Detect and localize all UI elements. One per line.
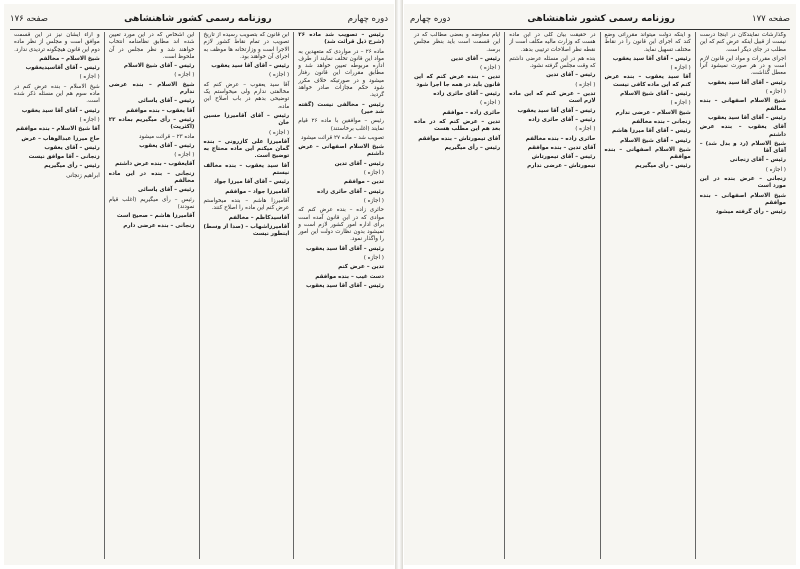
paragraph: رئیس – آقای حائری زاده [433, 91, 501, 98]
paragraph: زنجانی – بنده عرضی دارم [123, 222, 195, 229]
paragraph: رئیس – مخالفی نیست (گفته شد خیر) [298, 101, 384, 115]
paragraph: ( اجازه ) [174, 152, 195, 159]
paragraph: ( اجازه ) [765, 89, 786, 96]
paragraph: رئیس – رأی میگیریم [635, 163, 691, 170]
paragraph: آقای تدین – بنده موافقم [527, 144, 596, 151]
paragraph: رئیس – آقای آقا سید یعقوب [211, 63, 290, 70]
left-page-column [293, 32, 388, 559]
paragraph: شیخ الاسلام اصفهانی – بنده مخالفم [699, 98, 786, 112]
right-page-title: روزنامه رسمی کشور شاهنشاهی [527, 14, 675, 24]
paragraph: حائری زاده – بنده مخالفم [525, 135, 596, 142]
paragraph: شیخ الاسلام – بنده عرض کنم در ماده سوم هم این مسئله ذکر شده است. [14, 83, 100, 105]
paragraph: حاج میرزا عبدالوهاب – عرض [21, 135, 100, 142]
paragraph: رئیس – آقای آقامیرزا حسین خان [203, 112, 290, 127]
right-page-columns [410, 32, 790, 559]
paragraph: دست غیب – بنده موافقم [315, 273, 384, 280]
paragraph: بنده هم در این مسئله عرضی داشتم که وقت مجلس گرفته نشود. [509, 55, 596, 70]
left-page-columns [10, 32, 388, 559]
paragraph: رئیس – آقای تدین [450, 55, 501, 62]
paragraph: آقایعقوب – بنده عرض داشتم [115, 161, 195, 168]
paragraph: رئیس – آقای یعقوب [44, 144, 100, 151]
paragraph: آقا سید یعقوب – عرض کنم که مخالفتی ندارم ولی میخواستم یک توضیحی بدهم در باب اصلاح این ماده. [203, 81, 290, 110]
paragraph: ( اجازه ) [670, 100, 691, 107]
paragraph: رئیس – آقای یعقوب [139, 142, 195, 149]
paragraph: ( اجازه ) [479, 65, 501, 72]
right-page-header [410, 14, 790, 30]
paragraph: رئیس – رأی میگیریم [444, 144, 501, 151]
paragraph: رئیس – رأی گرفته میشود [715, 209, 786, 216]
paragraph: آقا سید یعقوب – بنده مخالف نیستم [203, 162, 290, 177]
paragraph: آقامیرزا علی کازرونی – بنده گمان میکنم این ماده محتاج به توضیح است. [203, 138, 290, 160]
paragraph: رئیس – آقای آقا سید یعقوب [21, 107, 100, 114]
paragraph: رئیس – آقای شیخ الاسلام [620, 91, 691, 98]
paragraph: شیخ الاسلام – مخالفم [39, 55, 100, 62]
paragraph: رئیس – آقای یاسائی [137, 187, 195, 194]
paragraph: رئیس – آقای یاسائی [137, 98, 195, 105]
right-page-number: صفحه ۱۷۷ [752, 14, 790, 24]
paragraph: شیخ الاسلام اصفهانی – بنده موافقم [604, 146, 691, 161]
paragraph: تدین – عرض کنم [338, 264, 384, 271]
paragraph: ( اجازه ) [363, 255, 384, 262]
paragraph: رئیس – آقای تدین [334, 160, 384, 167]
paragraph: شیخ الاسلام – عرضی ندارم [615, 109, 691, 116]
right-page-issue: دوره چهارم [410, 14, 451, 24]
paragraph: حائری زاده – موافقم [442, 109, 501, 116]
paragraph: آقامیرزا جواد – موافقم [225, 188, 290, 195]
paragraph: و اینکه دولت میتواند مقرراتی وضع کند که اجرای این قانون را در نقاط مختلف تسهیل نماید. [604, 32, 691, 53]
paragraph: رئیس – آقای شیخ الاسلام [620, 137, 691, 144]
paragraph: شیخ الاسلام اصفهانی – بنده موافقم [699, 192, 786, 206]
paragraph: اجرای مقررات و مواد این قانون لازم است و در هر صورت نمیشود آنرا معطل گذاشت. [699, 55, 786, 77]
paragraph: آقا سید یعقوب – بنده عرض کنم که این ماده کافی نیست [604, 74, 691, 88]
paragraph: رئیس – آقای آقاسیدیعقوب [25, 65, 100, 72]
paragraph: ماده ۲۶ – در مواردی که متعهدین به مواد این قانون تخلف نمایند از طرف اداره مربوطه تعیین خواهد شد و مطابق مقررات این قانون رفتار میشود و در صورتیکه خلاف مکرر شود حکم مجازات صادر خواهد گردید. [298, 48, 384, 99]
paragraph: ( اجازه ) [363, 197, 384, 204]
paragraph: زنجانی – آقا موافق نیست [28, 154, 100, 161]
paragraph: تدین – عرض کنم که این ماده لازم است [509, 91, 596, 105]
paragraph: ( اجازه ) [765, 166, 786, 173]
right-page-column [695, 32, 790, 559]
paragraph: آقای تیمورتاش – بنده موافقم [418, 135, 501, 142]
paragraph: ( اجازه ) [575, 126, 596, 133]
paragraph: حائری زاده – بنده عرض کنم که موادی که در این قانون آمده است برای اداره امور کشور لازم است و نمیشود بدون نظارت دولت این امور را واگذار نمود. [298, 207, 384, 243]
paragraph: ابن قانون که بتصویب رسیده از تاریخ تصویب در تمام نقاط کشور لازم الاجرا است و وزارتخانه ها موظف به اجرای آن خواهند بود. [203, 32, 290, 60]
left-page-issue: دوره چهارم [347, 14, 388, 24]
page-gutter [395, 0, 403, 569]
right-page [404, 4, 796, 565]
paragraph: ( اجازه ) [363, 170, 384, 177]
paragraph: رئیس – آقای تدین [546, 72, 596, 79]
paragraph: رئیس – آقای آقا میرزا جواد [214, 179, 290, 186]
paragraph: رئیس – آقای آقا میرزا هاشم [611, 128, 691, 135]
paragraph: آقای یعقوب – بنده عرض داشتم [699, 124, 786, 138]
paragraph: رئیس – آقای شیخ الاسلام [123, 63, 195, 70]
paragraph: رئیس – آقای آقا سید یعقوب [708, 79, 786, 86]
paragraph: رئیس – رأی میگیریم بماده ۲۲ (اکثریت) [108, 116, 195, 131]
paragraph: آقا شیخ الاسلام – بنده موافقم [15, 126, 100, 133]
left-page-column [104, 32, 199, 559]
paragraph: ( اجازه ) [575, 81, 596, 88]
paragraph: تدین – عرض کنم که در ماده بعد هم این مطلب هست [414, 118, 501, 133]
paragraph: آقاسیدکاظم – مخالفم [228, 214, 290, 221]
paragraph: رئیس – رأی میگیریم [44, 163, 100, 170]
paragraph: وگذارشات نمایندگان در اینجا درست نیست از قبیل اینکه عرض کنم که این مطلب در جای دیگر است. [699, 32, 786, 53]
paragraph: ایام معاوضه و بعضی مطالب که در این قسمت است باید بنظر مجلس برسد. [414, 32, 501, 53]
paragraph: رئیس – آقای آقا سید یعقوب [612, 55, 691, 62]
paragraph: زنجانی – بنده مخالفم [631, 118, 691, 125]
paragraph: آقامیرزا هاشم – بنده میخواستم عرض کنم این ماده را اصلاح کنند. [203, 197, 290, 212]
paragraph: ( اجازه ) [79, 116, 100, 123]
paragraph: رئیس – آقای تیمورتاش [531, 154, 596, 161]
paragraph: رئیس – تصویب شد ماده ۲۶ (شرح ذیل قرائت شد) [298, 32, 384, 46]
paragraph: آقامیرزاشهاب – (صدا از وسط) اینطور نیست [203, 223, 290, 238]
paragraph: ( اجازه ) [268, 129, 290, 136]
right-page-column [600, 32, 695, 559]
paragraph: تدین – موافقم [343, 179, 384, 186]
paragraph: تدین – بنده عرض کنم که این قانون باید در همه جا اجرا شود [414, 74, 501, 88]
paragraph: ( اجازه ) [79, 74, 100, 81]
paragraph: تیمورتاش – عرضی ندارم [527, 163, 596, 170]
paragraph: رئیس – آقای زنجانی [729, 157, 786, 164]
paragraph: رئیس – موافقین با ماده ۲۶ قیام نمایند (اغلب برخاستند) [298, 118, 385, 132]
paragraph: این اشخاص که در این مورد تعیین شده اند مطابق نظامنامه انتخاب خواهند شد و نظر مجلس در آن ملحوظ است. [108, 32, 195, 60]
paragraph: زنجانی – بنده در این ماده مخالفم [108, 170, 195, 185]
paragraph: ابراهیم زنجانی [66, 172, 100, 179]
paragraph: شیخ الاسلام (رد و بدل شد) – آقای آقا [699, 140, 786, 155]
paragraph: رئیس – آقای حائری زاده [528, 116, 596, 123]
paragraph: رئیس – آقای آقا سید یعقوب [306, 245, 384, 252]
paragraph: آقا یعقوب – بنده موافقم [125, 107, 195, 114]
paragraph: رئیس – رأی میگیریم (اغلب قیام نمودند) [108, 196, 195, 210]
paragraph: در حقیقت بیان کلی در این ماده هست که وزارت مالیه مکلف است از نقطه نظر اصلاحات ترتیبی بدهد. [509, 32, 596, 53]
left-page-column [10, 32, 104, 559]
left-page-column [199, 32, 294, 559]
paragraph: ( اجازه ) [268, 72, 290, 79]
left-page [4, 4, 394, 565]
paragraph: و آراء ایشان نیز در این قسمت موافق است و مجلس از نظر ماده دوم این قانون هیچگونه تردیدی ندارد. [14, 32, 100, 53]
paragraph: ( اجازه ) [670, 65, 691, 72]
paragraph: رئیس – آقای حائری زاده [316, 188, 384, 195]
left-page-header [10, 14, 388, 30]
paragraph: رئیس – آقای آقا سید یعقوب [306, 282, 384, 289]
left-page-title: روزنامه رسمی کشور شاهنشاهی [124, 14, 272, 24]
paragraph: شیخ الاسلام اصفهانی – عرض داشتم [298, 144, 384, 158]
paragraph: ( اجازه ) [174, 72, 195, 79]
paragraph: آقامیرزا هاشم – صحیح است [116, 213, 195, 220]
left-page-number: صفحه ۱۷۶ [10, 14, 48, 24]
paragraph: تصویب شد – ماده ۲۷ قرائت میشود [300, 134, 384, 141]
paragraph: ( اجازه ) [479, 100, 501, 107]
right-page-column [410, 32, 504, 559]
paragraph: زنجانی – عرض بنده در این مورد است [699, 176, 786, 190]
paragraph: شیخ الاسلام – بنده عرضی ندارم [108, 81, 195, 96]
paragraph: ماده ۲۳ – قرائت میشود [139, 133, 195, 140]
paragraph: رئیس – آقای آقا سید یعقوب [517, 107, 596, 114]
paragraph: رئیس – آقای آقا سید یعقوب [708, 114, 786, 121]
right-page-column [504, 32, 599, 559]
